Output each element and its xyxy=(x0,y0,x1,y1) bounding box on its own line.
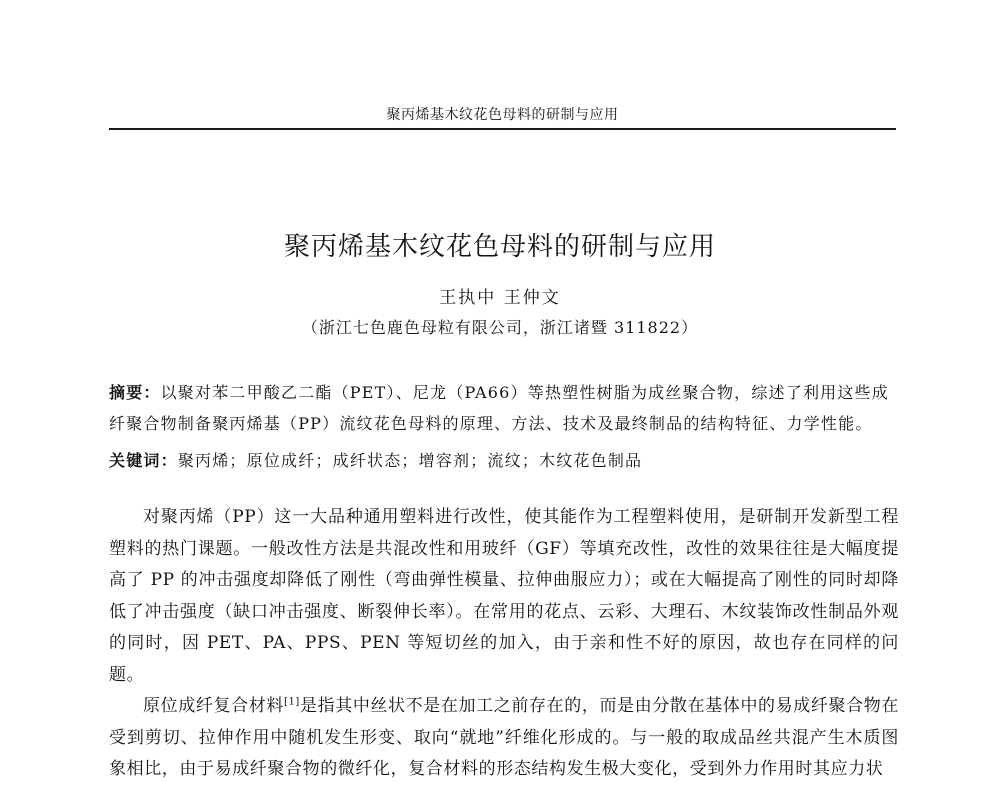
body-text xyxy=(109,502,899,786)
body-paragraph-2-lead: 原位成纤复合材料 xyxy=(143,696,284,716)
abstract xyxy=(109,377,899,439)
citation-ref[interactable]: [1] xyxy=(283,696,300,708)
authors: 王执中 王仲文 xyxy=(439,288,561,308)
keywords xyxy=(109,449,899,473)
body-paragraph-2 xyxy=(109,691,899,786)
paper-title: 聚丙烯基木纹花色母料的研制与应用 xyxy=(283,232,716,262)
keywords-label: 关键词： xyxy=(109,451,178,470)
keywords-text: 聚丙烯；原位成纤；成纤状态；增容剂；流纹；木纹花色制品 xyxy=(177,451,643,470)
body-paragraph-2-rest: 是指其中丝状不是在加工之前存在的，而是由分散在基体中的易成纤聚合物在受到剪切、拉伸作用中随机发生形变、取向“就地”纤维化形成的。与一般的取成品丝共混产生木质图象相比，由于易成纤聚合物的微纤化，复合材料的形态结构发生极大变化，受到外力作用时其应力状 xyxy=(109,696,899,779)
affiliation: （浙江七色鹿色母粒有限公司，浙江诸暨 311822） xyxy=(301,318,699,337)
header-rule xyxy=(109,128,896,130)
abstract-text: 以聚对苯二甲酸乙二酯（PET）、尼龙（PA66）等热塑性树脂为成丝聚合物，综述了利用这些成纤聚合物制备聚丙烯基（PP）流纹花色母料的原理、方法、技术及最终制品的结构特征、力学性能。 xyxy=(109,383,889,433)
running-head: 聚丙烯基木纹花色母料的研制与应用 xyxy=(386,107,619,123)
abstract-label: 摘要： xyxy=(109,383,161,402)
body-paragraph-1: 对聚丙烯（PP）这一大品种通用塑料进行改性，使其能作为工程塑料使用，是研制开发新型工程塑料的热门课题。一般改性方法是共混改性和用玻纤（GF）等填充改性，改性的效果往往是大幅度提高了 PP 的冲击强度却降低了刚性（弯曲弹性模量、拉伸曲服应力）；或在大幅提高了刚性的同时却降低了冲击强度（缺口冲击强度、断裂伸长率）。在常用的花点、云彩、大理石、木纹装饰改性制品外观的同时，因 PET、PA、PPS、PEN 等短切丝的加入，由于亲和性不好的原因，故也存在同样的问题。 xyxy=(109,507,899,685)
